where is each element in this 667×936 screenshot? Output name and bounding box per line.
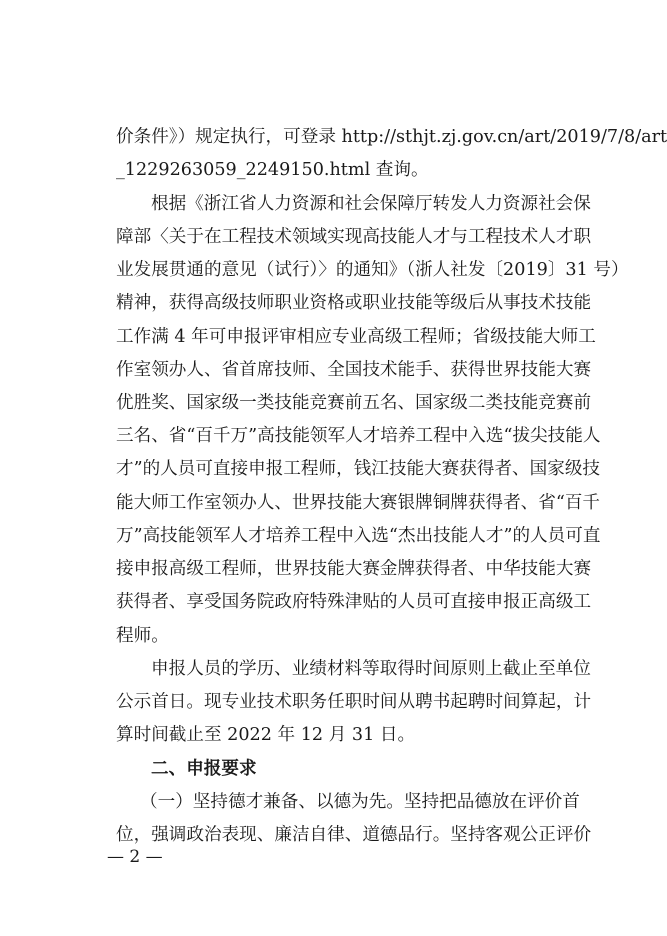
text-line: 公示首日。现专业技术职务任职时间从聘书起聘时间算起，计 xyxy=(116,692,592,712)
text-line: 万”高技能领军人才培养工程中入选“杰出技能人才”的人员可直 xyxy=(116,526,601,546)
text-line: 业发展贯通的意见（试行）〉的通知》（浙人社发〔2019〕31 号） xyxy=(116,260,629,280)
text-line: 三名、省“百千万”高技能领军人才培养工程中入选“拔尖技能人 xyxy=(116,426,601,446)
text-line: 根据《浙江省人力资源和社会保障厅转发人力资源社会保 xyxy=(151,194,591,214)
text-line: 才”的人员可直接申报工程师，钱江技能大赛获得者、国家级技 xyxy=(116,459,601,479)
text-line: 作室领办人、省首席技师、全国技术能手、获得世界技能大赛 xyxy=(116,360,592,380)
text-line: 算时间截止至 2022 年 12 月 31 日。 xyxy=(116,725,416,745)
text-line: 位，强调政治表现、廉洁自律、道德品行。坚持客观公正评价 xyxy=(116,825,592,845)
text-line: 接申报高级工程师，世界技能大赛金牌获得者、中华技能大赛 xyxy=(116,559,592,579)
text-line: （一）坚持德才兼备、以德为先。坚持把品德放在评价首 xyxy=(140,792,580,812)
text-line: 障部〈关于在工程技术领域实现高技能人才与工程技术人才职 xyxy=(116,227,592,247)
text-line: 能大师工作室领办人、世界技能大赛银牌铜牌获得者、省“百千 xyxy=(116,493,601,513)
text-line: 申报人员的学历、业绩材料等取得时间原则上截止至单位 xyxy=(151,659,591,679)
text-line: _1229263059_2249150.html 查询。 xyxy=(116,160,429,180)
text-line: 工作满 4 年可申报评审相应专业高级工程师；省级技能大师工 xyxy=(116,327,596,347)
text-line: 精神，获得高级技师职业资格或职业技能等级后从事技术技能 xyxy=(116,293,592,313)
section-heading: 二、申报要求 xyxy=(151,759,257,779)
text-line: 价条件》）规定执行，可登录 http://sthjt.zj.gov.cn/art/2019/7/8/art xyxy=(116,127,667,147)
text-line: 程师。 xyxy=(116,626,169,646)
text-line: 优胜奖、国家级一类技能竞赛前五名、国家级二类技能竞赛前 xyxy=(116,393,592,413)
text-line: 获得者、享受国务院政府特殊津贴的人员可直接申报正高级工 xyxy=(116,592,592,612)
page-number: — 2 — xyxy=(107,847,163,867)
